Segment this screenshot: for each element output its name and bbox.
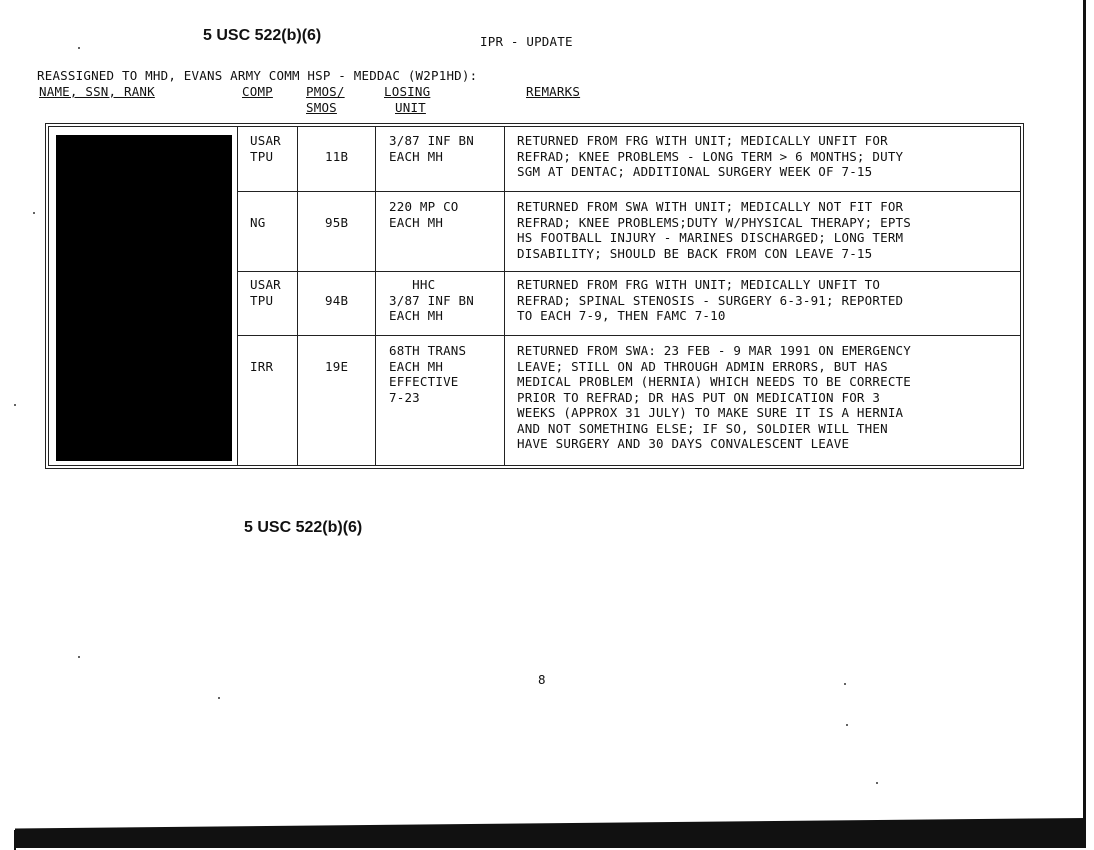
scan-speck [33,212,35,214]
scan-speck [846,724,848,726]
page-number: 8 [538,672,546,687]
row-1-losing-unit: 3/87 INF BN EACH MH [389,133,474,164]
row-2-mos: 95B [325,215,349,230]
personnel-table [45,123,1024,469]
scan-speck [78,656,80,658]
row-1-remarks: RETURNED FROM FRG WITH UNIT; MEDICALLY UNFIT FOR REFRAD; KNEE PROBLEMS - LONG TERM > 6 MONTHS; DUTY SGM AT DENTAC; ADDITIONAL SURGERY WEEK OF 7-15 [517,133,904,179]
scan-speck [78,47,80,49]
row-4-remarks: RETURNED FROM SWA: 23 FEB - 9 MAR 1991 ON EMERGENCY LEAVE; STILL ON AD THROUGH ADMIN ERRORS, BUT HAS MEDICAL PROBLEM (HERNIA) WHICH NEEDS TO BE CORRECTE PRIOR TO REFRAD; DR HAS PUT ON MEDICATION FOR 3 WEEKS (APPROX 31 JULY) TO MAKE SURE IT IS A HERNIA AND NOT SOMETHING ELSE; IF SO, SOLDIER WILL THEN HAVE SURGERY AND 30 DAYS CONVALESCENT LEAVE [517,343,912,451]
document-title: IPR - UPDATE [480,34,573,49]
column-divider [297,127,298,465]
redaction-note-top: 5 USC 522(b)(6) [203,27,322,44]
scan-speck [876,782,878,784]
column-divider [504,127,505,465]
col-header-comp: COMP [242,84,273,99]
column-divider [375,127,376,465]
row-3-losing-unit: HHC 3/87 INF BN EACH MH [389,277,474,323]
scan-speck [218,697,220,699]
redaction-note-bottom: 5 USC 522(b)(6) [244,519,363,536]
col-header-name: NAME, SSN, RANK [39,84,155,99]
row-divider [237,271,1020,272]
redacted-name-block [56,135,232,461]
table-inner-border [48,126,1021,466]
row-3-comp: USAR TPU [250,277,281,308]
col-header-pmos: PMOS/ [306,84,345,99]
row-2-remarks: RETURNED FROM SWA WITH UNIT; MEDICALLY NOT FIT FOR REFRAD; KNEE PROBLEMS;DUTY W/PHYSICAL THERAPY; EPTS HS FOOTBALL INJURY - MARINES DISCHARGED; LONG TERM DISABILITY; SHOULD BE BACK FROM CON LEAVE 7-15 [517,199,912,261]
page-edge-bottom [15,818,1086,848]
row-1-mos: 11B [325,149,349,164]
page-edge-right [1083,0,1086,822]
reassigned-line: REASSIGNED TO MHD, EVANS ARMY COMM HSP - MEDDAC (W2P1HD): [37,68,478,83]
page-edge-tick [14,830,16,850]
col-header-smos: SMOS [306,100,337,115]
row-divider [237,335,1020,336]
row-4-comp: IRR [250,359,274,374]
row-4-losing-unit: 68TH TRANS EACH MH EFFECTIVE 7-23 [389,343,467,405]
row-4-mos: 19E [325,359,349,374]
row-2-comp: NG [250,215,266,230]
row-2-losing-unit: 220 MP CO EACH MH [389,199,459,230]
row-divider [237,191,1020,192]
col-header-unit: UNIT [395,100,426,115]
column-divider [237,127,238,465]
row-3-remarks: RETURNED FROM FRG WITH UNIT; MEDICALLY UNFIT TO REFRAD; SPINAL STENOSIS - SURGERY 6-3-91; REPORTED TO EACH 7-9, THEN FAMC 7-10 [517,277,904,323]
col-header-remarks: REMARKS [526,84,581,99]
scan-speck [14,404,16,406]
scan-speck [844,683,846,685]
row-1-comp: USAR TPU [250,133,281,164]
col-header-losing: LOSING [384,84,431,99]
row-3-mos: 94B [325,293,349,308]
